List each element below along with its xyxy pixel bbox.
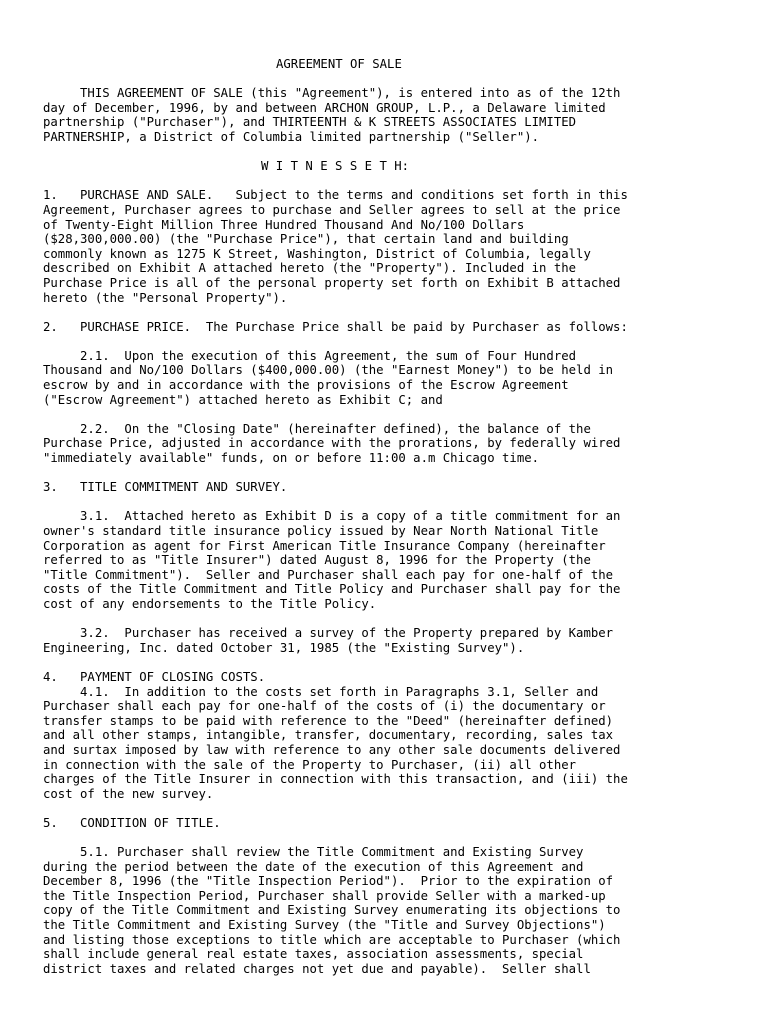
text-line: 2.1. Upon the execution of this Agreement, the sum of Four Hundred: [43, 348, 577, 363]
text-line: the Title Inspection Period, Purchaser shall provide Seller with a marked-up: [43, 888, 606, 903]
text-line: of Twenty-Eight Million Three Hundred Thousand And No/100 Dollars: [43, 217, 525, 232]
text-line: and all other stamps, intangible, transfer, documentary, recording, sales tax: [43, 728, 614, 743]
text-line: Corporation as agent for First American Title Insurance Company (hereinafter: [43, 538, 606, 553]
text-line: 2.2. On the "Closing Date" (hereinafter defined), the balance of the: [43, 421, 591, 436]
text-line: ("Escrow Agreement") attached hereto as Exhibit C; and: [43, 392, 443, 407]
section-5-paragraph: [43, 816, 743, 831]
text-line: "immediately available" funds, on or before 11:00 a.m Chicago time.: [43, 451, 540, 466]
text-line: 3.1. Attached hereto as Exhibit D is a copy of a title commitment for an: [43, 509, 621, 524]
text-line: Engineering, Inc. dated October 31, 1985 (the "Existing Survey").: [43, 640, 525, 655]
spacer: [43, 655, 743, 670]
section-2-paragraph: [43, 320, 743, 335]
text-line: "Title Commitment"). Seller and Purchaser shall each pay for one-half of the: [43, 567, 614, 582]
text-line: 3.2. Purchaser has received a survey of the Property prepared by Kamber: [43, 626, 614, 641]
text-line: copy of the Title Commitment and Existing Survey enumerating its objections to: [43, 903, 621, 918]
section-3-2-paragraph: [43, 626, 743, 655]
text-line: Purchase Price, adjusted in accordance with the prorations, by federally wired: [43, 436, 621, 451]
text-line: Purchase Price is all of the personal property set forth on Exhibit B attached: [43, 275, 621, 290]
section-3-paragraph: [43, 480, 743, 495]
text-line: owner's standard title insurance policy issued by Near North National Title: [43, 524, 599, 538]
section-4-paragraph: [43, 670, 743, 801]
text-line: and listing those exceptions to title which are acceptable to Purchaser (which: [43, 932, 621, 947]
text-line: Agreement, Purchaser agrees to purchase and Seller agrees to sell at the price: [43, 202, 621, 217]
text-line: 3. TITLE COMMITMENT AND SURVEY.: [43, 480, 288, 495]
section-5-1-paragraph: [43, 845, 743, 976]
text-line: day of December, 1996, by and between ARCHON GROUP, L.P., a Delaware limited: [43, 100, 606, 115]
text-line: described on Exhibit A attached hereto (the "Property"). Included in the: [43, 261, 577, 276]
spacer: [43, 72, 743, 87]
text-line: district taxes and related charges not yet due and payable). Seller shall: [43, 961, 591, 976]
text-line: 2. PURCHASE PRICE. The Purchase Price shall be paid by Purchaser as follows:: [43, 319, 628, 334]
text-line: 5. CONDITION OF TITLE.: [43, 815, 221, 830]
text-line: partnership ("Purchaser"), and THIRTEENTH & K STREETS ASSOCIATES LIMITED: [43, 115, 577, 130]
spacer: [43, 305, 743, 320]
spacer: [43, 466, 743, 481]
text-line: transfer stamps to be paid with reference to the "Deed" (hereinafter defined): [43, 713, 614, 728]
text-line: escrow by and in accordance with the provisions of the Escrow Agreement: [43, 378, 569, 393]
text-line: THIS AGREEMENT OF SALE (this "Agreement"), is entered into as of the 12th: [43, 86, 621, 101]
text-line: 4.1. In addition to the costs set forth in Paragraphs 3.1, Seller and: [43, 684, 599, 699]
text-line: Purchaser shall each pay for one-half of the costs of (i) the documentary or: [43, 699, 606, 714]
text-line: during the period between the date of the execution of this Agreement and: [43, 859, 584, 874]
section-2-2-paragraph: [43, 422, 743, 466]
witnesseth-heading: W I T N E S S E T H:: [261, 159, 410, 174]
spacer: [43, 334, 743, 349]
text-line: charges of the Title Insurer in connection with this transaction, and (iii) the: [43, 772, 628, 787]
section-3-1-paragraph: [43, 509, 743, 611]
section-1-paragraph: [43, 188, 743, 305]
spacer: [43, 145, 743, 160]
text-line: costs of the Title Commitment and Title Policy and Purchaser shall pay for the: [43, 582, 621, 597]
text-line: and surtax imposed by law with reference to any other sale documents delivered: [43, 742, 621, 757]
text-line: ($28,300,000.00) (the "Purchase Price"), that certain land and building: [43, 232, 569, 247]
text-line: 4. PAYMENT OF CLOSING COSTS.: [43, 669, 266, 684]
spacer: [43, 612, 743, 627]
spacer: [43, 830, 743, 845]
document-page: [43, 57, 743, 976]
text-line: PARTNERSHIP, a District of Columbia limited partnership ("Seller").: [43, 129, 540, 144]
spacer: [43, 407, 743, 422]
text-line: hereto (the "Personal Property").: [43, 290, 288, 305]
text-line: 5.1. Purchaser shall review the Title Commitment and Existing Survey: [43, 845, 584, 860]
text-line: 1. PURCHASE AND SALE. Subject to the terms and conditions set forth in this: [43, 188, 628, 203]
text-line: shall include general real estate taxes, association assessments, special: [43, 947, 584, 962]
spacer: [43, 495, 743, 510]
spacer: [43, 174, 743, 189]
text-line: Thousand and No/100 Dollars ($400,000.00) (the "Earnest Money") to be held in: [43, 363, 614, 378]
text-line: cost of any endorsements to the Title Policy.: [43, 596, 377, 611]
document-title: AGREEMENT OF SALE: [276, 57, 402, 71]
spacer: [43, 801, 743, 816]
text-line: commonly known as 1275 K Street, Washington, District of Columbia, legally: [43, 246, 591, 261]
text-line: in connection with the sale of the Property to Purchaser, (ii) all other: [43, 757, 577, 772]
text-line: cost of the new survey.: [43, 786, 214, 801]
text-line: December 8, 1996 (the "Title Inspection Period"). Prior to the expiration of: [43, 874, 614, 889]
text-line: the Title Commitment and Existing Survey (the "Title and Survey Objections"): [43, 918, 606, 933]
text-line: referred to as "Title Insurer") dated August 8, 1996 for the Property (the: [43, 553, 591, 568]
section-2-1-paragraph: [43, 349, 743, 407]
intro-paragraph: [43, 86, 743, 144]
